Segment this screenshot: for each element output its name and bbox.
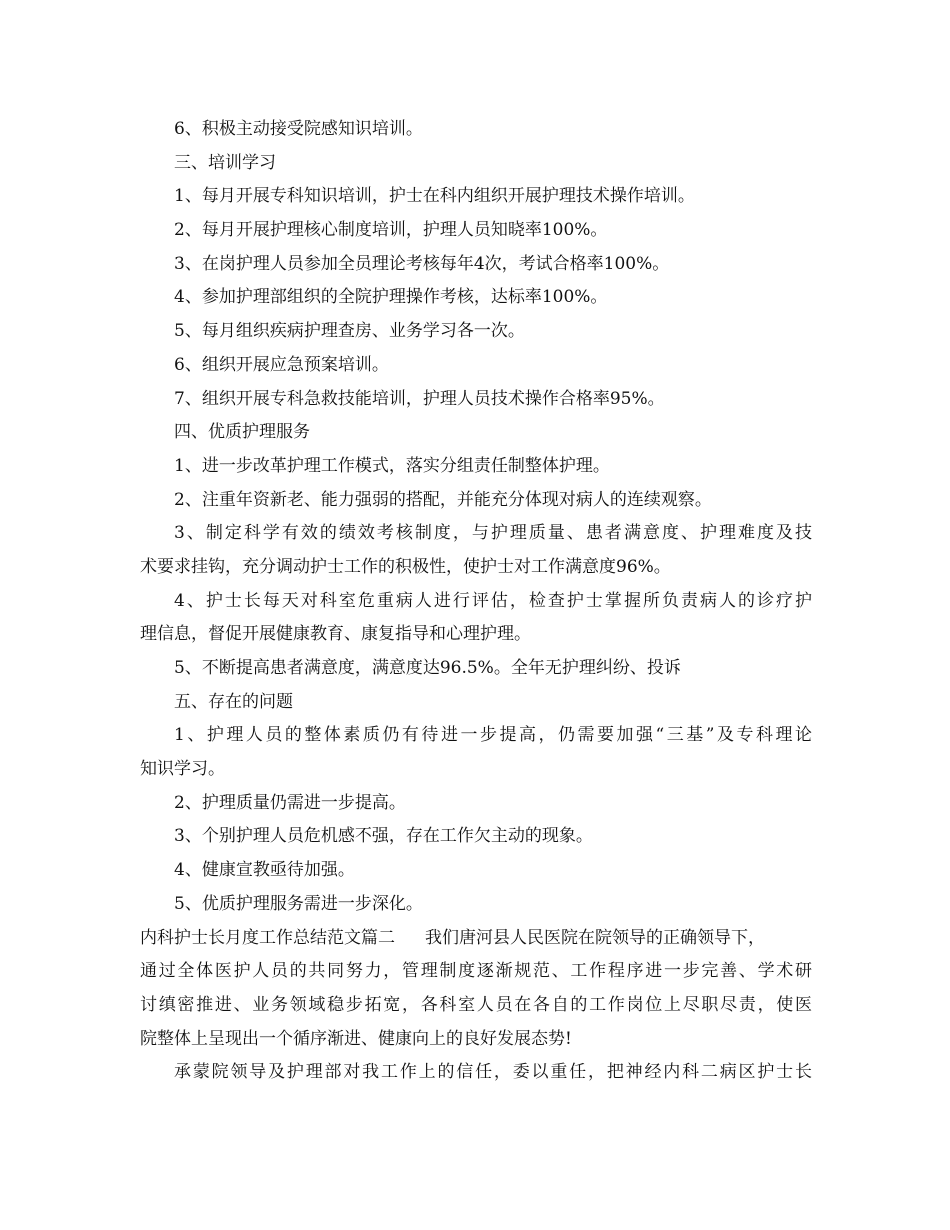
list-item: 2、护理质量仍需进一步提高。 bbox=[174, 792, 406, 813]
list-item: 5、优质护理服务需进一步深化。 bbox=[174, 893, 423, 914]
section-heading: 三、培训学习 bbox=[174, 152, 276, 173]
list-item: 1、进一步改革护理工作模式，落实分组责任制整体护理。 bbox=[174, 455, 610, 476]
article-title-line bbox=[140, 922, 812, 956]
list-item: 3、制定科学有效的绩效考核制度，与护理质量、患者满意度、护理难度及技 bbox=[174, 523, 812, 544]
paragraph-line: 讨缜密推进、业务领域稳步拓宽，各科室人员在各自的工作岗位上尽职尽责，使医 bbox=[140, 994, 812, 1015]
list-item: 4、护士长每天对科室危重病人进行评估，检查护士掌握所负责病人的诊疗护 bbox=[174, 590, 812, 611]
list-item: 6、积极主动接受院感知识培训。 bbox=[174, 119, 423, 139]
list-item: 2、注重年资新老、能力强弱的搭配，并能充分体现对病人的连续观察。 bbox=[174, 489, 712, 510]
section-heading: 四、优质护理服务 bbox=[174, 422, 310, 443]
article-title: 内科护士长月度工作总结范文篇二 bbox=[140, 927, 395, 948]
list-item: 5、不断提高患者满意度，满意度达96.5%。全年无护理纠纷、投诉 bbox=[174, 658, 681, 678]
paragraph-line: 院整体上呈现出一个循序渐进、健康向上的良好发展态势! bbox=[140, 1028, 572, 1049]
document-body bbox=[140, 113, 812, 1090]
list-item: 1、每月开展专科知识培训，护士在科内组织开展护理技术操作培训。 bbox=[174, 186, 695, 207]
list-item: 3、个别护理人员危机感不强，存在工作欠主动的现象。 bbox=[174, 826, 593, 847]
list-item: 4、参加护理部组织的全院护理操作考核，达标率100%。 bbox=[174, 287, 608, 308]
list-item-continuation: 术要求挂钩，充分调动护士工作的积极性，使护士对工作满意度96%。 bbox=[140, 556, 671, 577]
list-item: 7、组织开展专科急救技能培训，护理人员技术操作合格率95%。 bbox=[174, 388, 665, 409]
list-item-continuation: 知识学习。 bbox=[140, 759, 225, 780]
paragraph-start: 我们唐河县人民医院在院领导的正确领导下， bbox=[425, 927, 765, 948]
section-heading: 五、存在的问题 bbox=[174, 691, 293, 712]
list-item: 6、组织开展应急预案培训。 bbox=[174, 354, 389, 375]
paragraph-line: 承蒙院领导及护理部对我工作上的信任，委以重任，把神经内科二病区护士长 bbox=[174, 1062, 812, 1083]
paragraph-line: 通过全体医护人员的共同努力，管理制度逐渐规范、工作程序进一步完善、学术研 bbox=[140, 961, 812, 982]
list-item: 1、护理人员的整体素质仍有待进一步提高，仍需要加强“三基”及专科理论 bbox=[174, 725, 812, 746]
list-item-continuation: 理信息，督促开展健康教育、康复指导和心理护理。 bbox=[140, 624, 531, 645]
list-item: 3、在岗护理人员参加全员理论考核每年4次，考试合格率100%。 bbox=[174, 253, 670, 274]
list-item: 2、每月开展护理核心制度培训，护理人员知晓率100%。 bbox=[174, 220, 608, 241]
list-item: 4、健康宣教亟待加强。 bbox=[174, 860, 355, 881]
list-item: 5、每月组织疾病护理查房、业务学习各一次。 bbox=[174, 321, 525, 342]
